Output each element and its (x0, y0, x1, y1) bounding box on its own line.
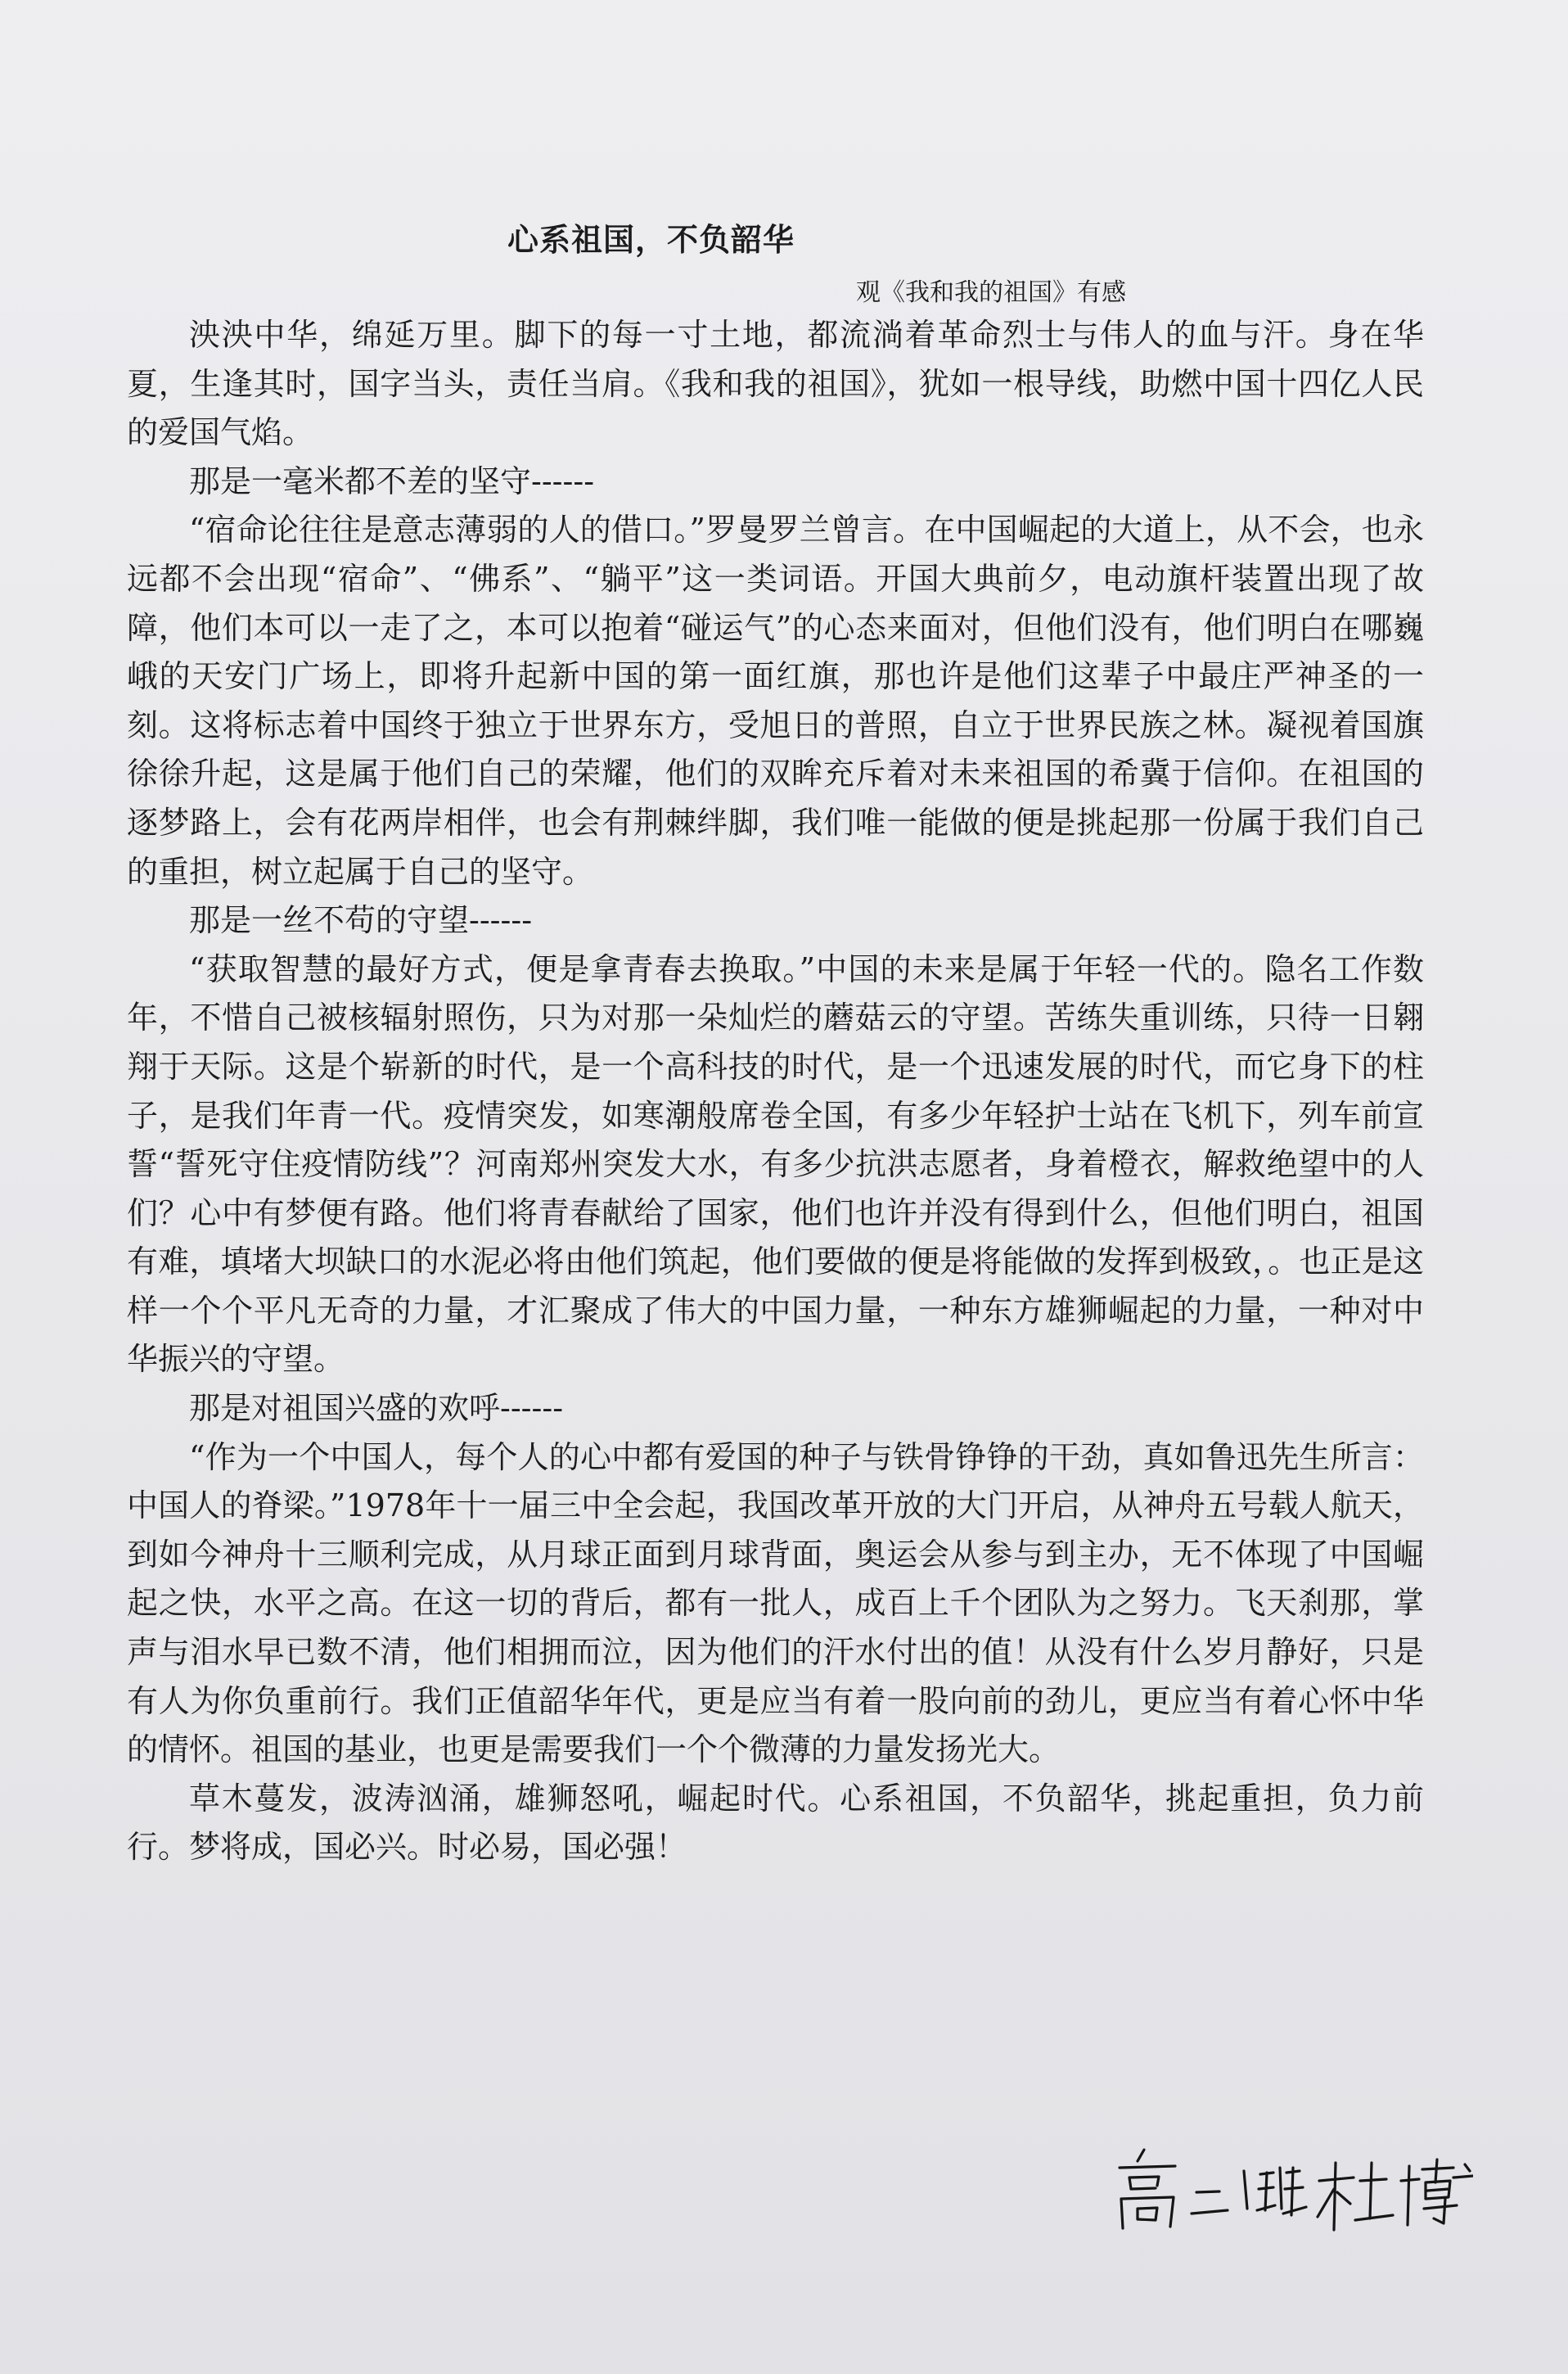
section-heading-1: 那是一毫米都不差的坚守------ (189, 463, 595, 499)
page-title: 心系祖国，不负韶华 (507, 221, 795, 258)
page-subtitle: 观《我和我的祖国》有感 (856, 278, 1126, 307)
paragraph-1: “宿命论往往是意志薄弱的人的借口。”罗曼罗兰曾言。在中国崛起的大道上，从不会，也永远都不会出现“宿命”、“佛系”、“躺平”这一类词语。开国大典前夕，电动旗杆装置出现了故障，他们本可以一走了之，本可以抱着“碰运气”的心态来面对，但他们没有，他们明白在哪巍峨的天安门广场上，即将升起新中国的第一面红旗，那也许是他们这辈子中最庄严神圣的一刻。这将标志着中国终于独立于世界东方，受旭日的普照，自立于世界民族之林。凝视着国旗徐徐升起，这是属于他们自己的荣耀，他们的双眸充斥着对未来祖国的希冀于信仰。在祖国的逐梦路上，会有花两岸相伴，也会有荆棘绊脚，我们唯一能做的便是挑起那一份属于我们自己的重担，树立起属于自己的坚守。 (127, 512, 1424, 890)
paragraph-3: “作为一个中国人，每个人的心中都有爱国的种子与铁骨铮铮的干劲，真如鲁迅先生所言：中国人的脊梁。”1978年十一届三中全会起，我国改革开放的大门开启，从神舟五号载人航天，到如今神舟十三顺利完成，从月球正面到月球背面，奥运会从参与到主办，无不体现了中国崛起之快，水平之高。在这一切的背后，都有一批人，成百上千个团队为之努力。飞天刹那，掌声与泪水早已数不清，他们相拥而泣，因为他们的汗水付出的值！从没有什么岁月静好，只是有人为你负重前行。我们正值韶华年代，更是应当有着一股向前的劲儿，更应当有着心怀中华的情怀。祖国的基业，也更是需要我们一个个微薄的力量发扬光大。 (127, 1438, 1424, 1768)
section-heading-3: 那是对祖国兴盛的欢呼------ (189, 1390, 564, 1427)
paragraph-2: “获取智慧的最好方式，便是拿青春去换取。”中国的未来是属于年轻一代的。隐名工作数年，不惜自己被核辐射照伤，只为对那一朵灿烂的蘑菇云的守望。苦练失重训练，只待一日翱翔于天际。这是个崭新的时代，是一个高科技的时代，是一个迅速发展的时代，而它身下的柱子，是我们年青一代。疫情突发，如寒潮般席卷全国，有多少年轻护士站在飞机下，列车前宣誓“誓死守住疫情防线”？河南郑州突发大水，有多少抗洪志愿者，身着橙衣，解救绝望中的人们？心中有梦便有路。他们将青春献给了国家，他们也许并没有得到什么，但他们明白，祖国有难，填堵大坝缺口的水泥必将由他们筑起，他们要做的便是将能做的发挥到极致，。也正是这样一个个平凡无奇的力量，才汇聚成了伟大的中国力量，一种东方雄狮崛起的力量，一种对中华振兴的守望。 (127, 950, 1424, 1378)
paragraph-conclusion: 草木蔓发，波涛汹涌，雄狮怒吼，崛起时代。心系祖国，不负韶华，挑起重担，负力前行。梦将成，国必兴。时必易，国必强！ (127, 1780, 1424, 1866)
essay-body (127, 311, 1424, 1872)
handwritten-signature (1105, 2120, 1473, 2243)
section-heading-2: 那是一丝不苟的守望------ (189, 902, 533, 939)
paragraph-intro: 泱泱中华，绵延万里。脚下的每一寸土地，都流淌着革命烈士与伟人的血与汗。身在华夏，生逢其时，国字当头，责任当肩。《我和我的祖国》，犹如一根导线，助燃中国十四亿人民的爱国气焰。 (127, 317, 1424, 451)
